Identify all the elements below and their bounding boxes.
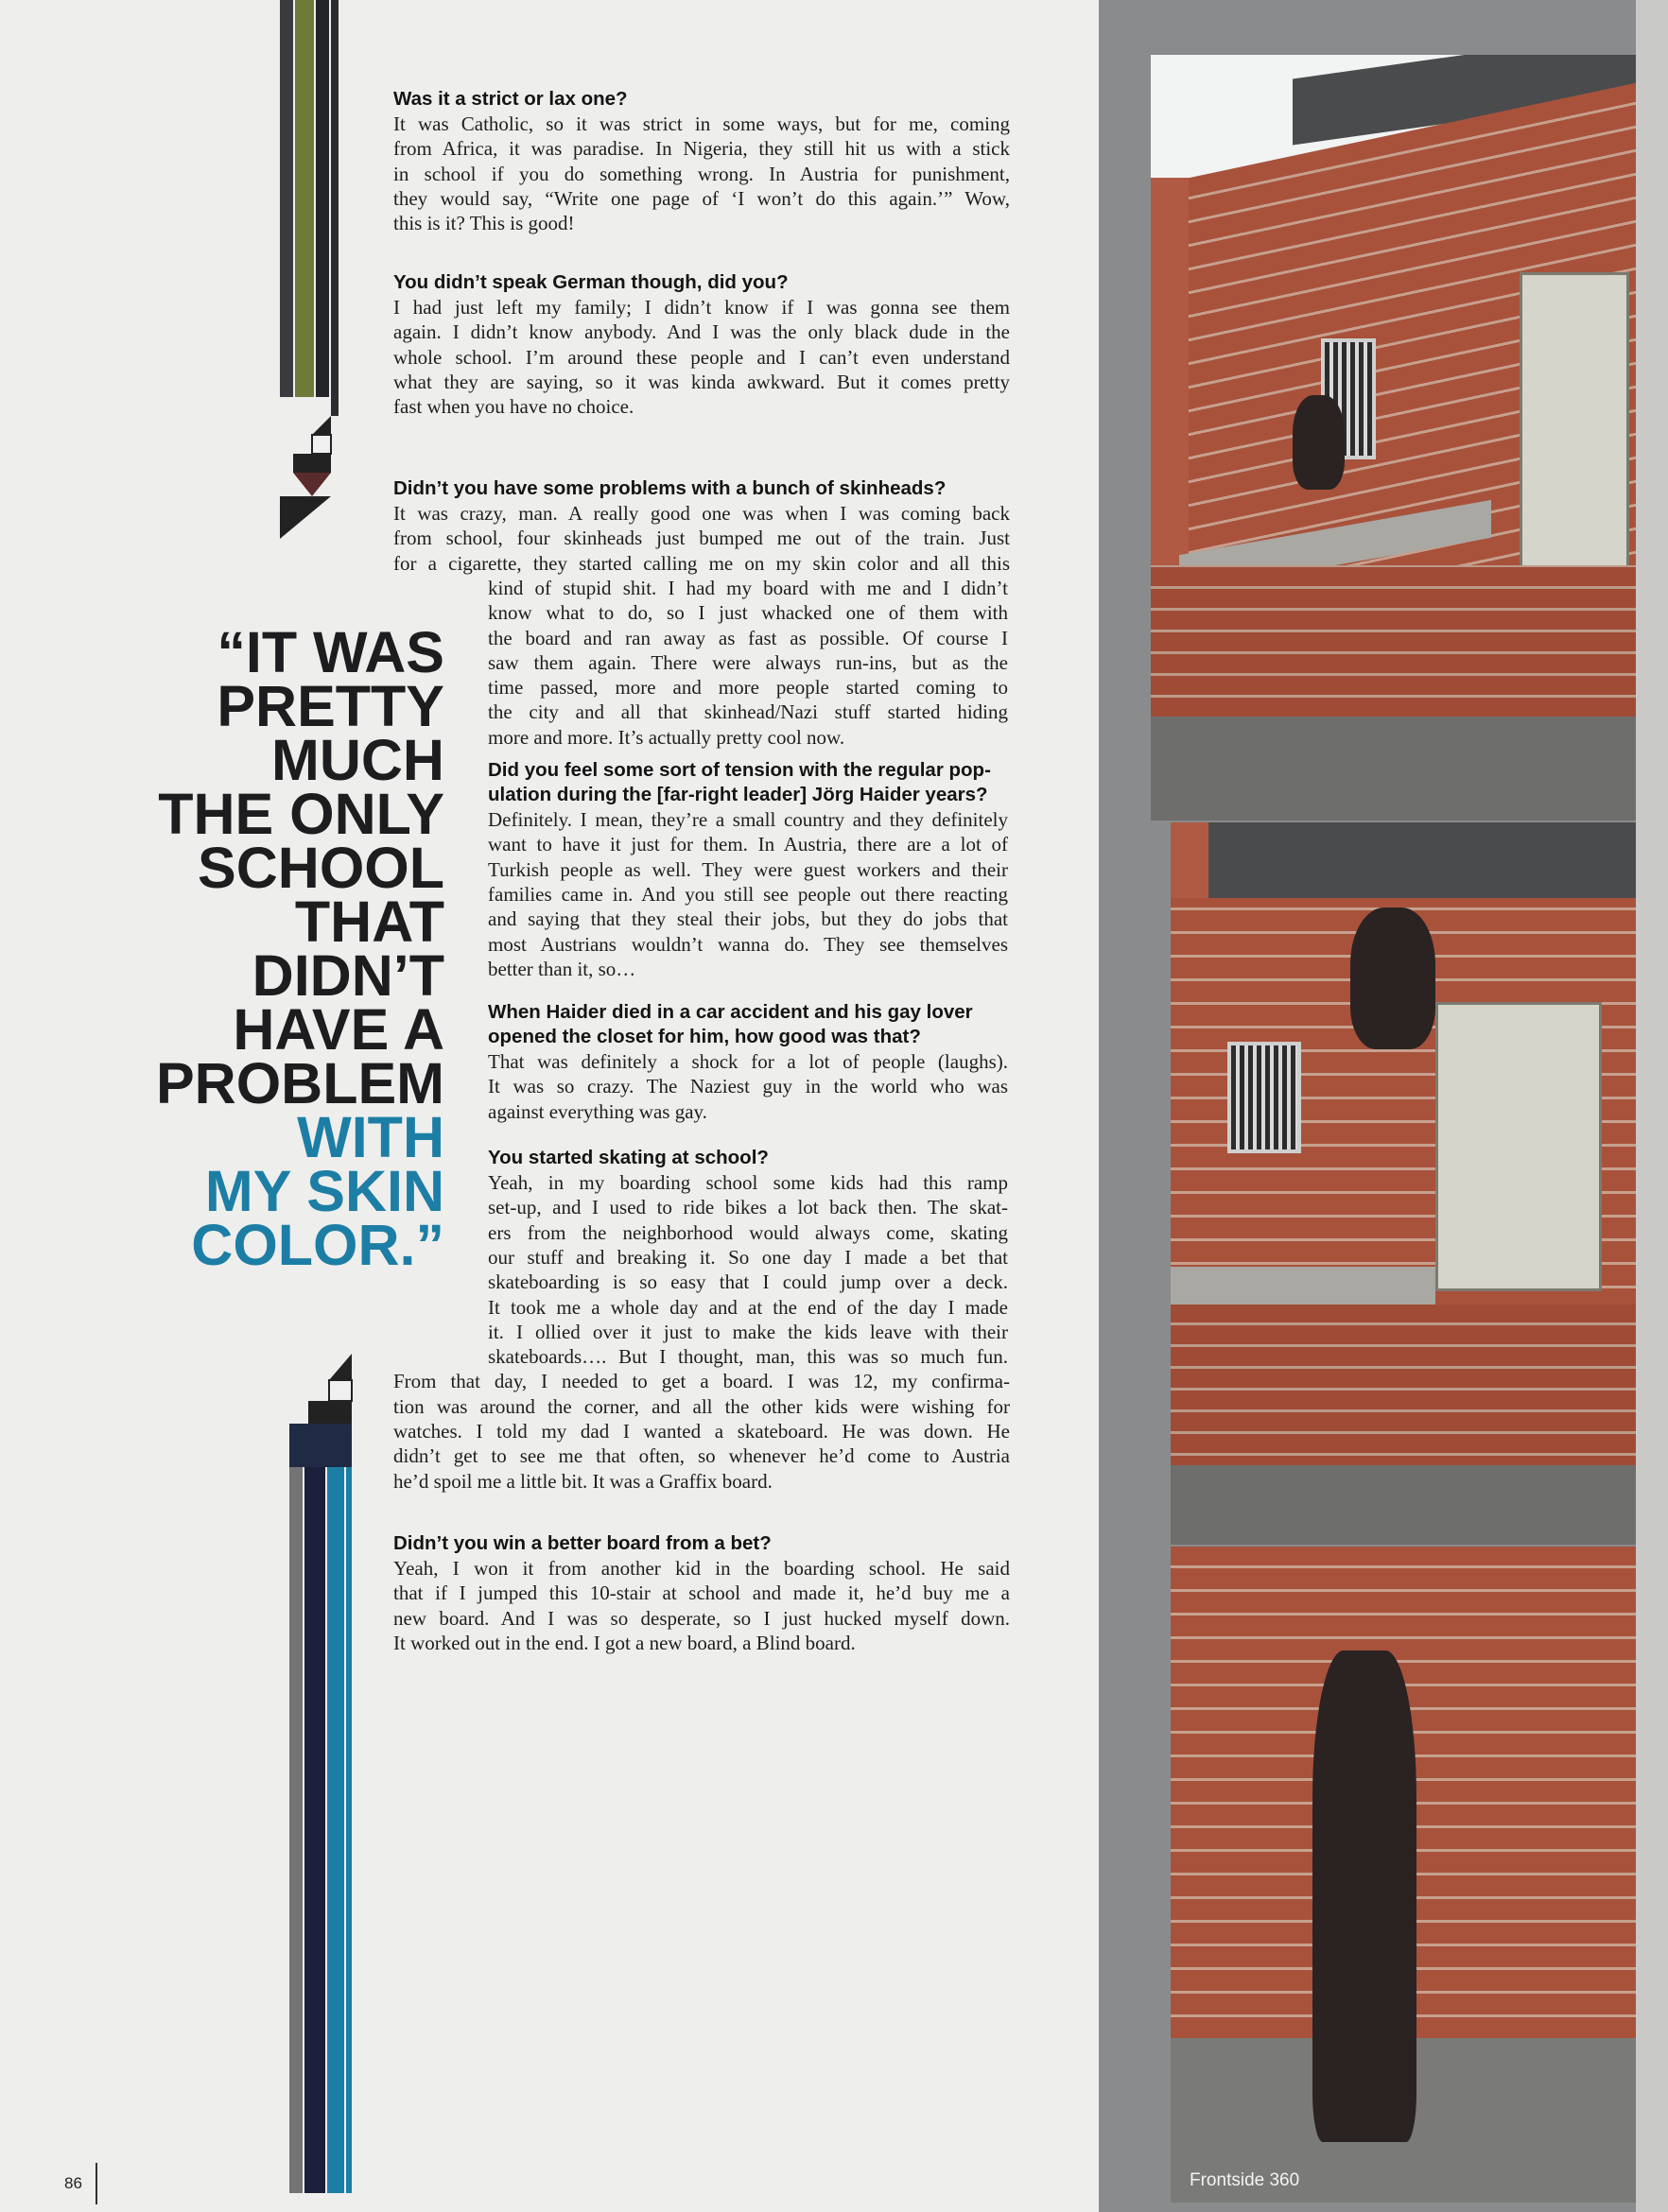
interview-answer <box>393 526 1010 550</box>
interview-answer <box>488 1270 1008 1294</box>
interview-answer <box>393 295 1010 320</box>
interview-answer <box>488 1320 1008 1344</box>
interview-question: Did you feel some sort of tension with the regular pop- <box>488 759 991 781</box>
interview-answer <box>488 932 1008 957</box>
interview-answer <box>488 857 1008 882</box>
interview-answer <box>488 725 1008 750</box>
pull-quote <box>66 620 444 1277</box>
answer-line: skateboarding is so easy that I could jump over a deck. <box>488 1270 1008 1294</box>
interview-answer <box>488 907 1008 931</box>
answer-line: against everything was gay. <box>488 1099 707 1123</box>
pull-quote-line: MUCH <box>271 728 444 792</box>
interview-question: You didn’t speak German though, did you? <box>393 271 789 293</box>
interview-answer <box>393 112 1010 136</box>
interview-answer <box>488 1220 1008 1245</box>
interview-answer <box>488 576 1008 600</box>
interview-answer <box>393 370 1010 394</box>
answer-line: better than it, so… <box>488 957 636 980</box>
interview-answer <box>393 1469 1010 1494</box>
answer-line: for a cigarette, they started calling me on my skin color and all this <box>393 551 1010 575</box>
interview-answer <box>488 1099 1008 1124</box>
photo-wallride <box>1151 55 1636 821</box>
answer-line: most Austrians wouldn’t wanna do. They see themselves <box>488 932 1008 956</box>
answer-line: whole school. I’m around these people and I can’t even understand <box>393 345 1010 369</box>
interview-answer <box>393 1369 1010 1393</box>
pull-quote-line: “IT WAS <box>217 620 444 684</box>
pull-quote-line: THAT <box>294 890 444 954</box>
answer-line: the city and all that skinhead/Nazi stuff started hiding <box>488 700 1008 724</box>
answer-line: time passed, more and more people started coming to <box>488 676 1008 700</box>
interview-answer <box>488 807 1008 832</box>
answer-line: kind of stupid shit. I had my board with me and I didn’t <box>488 576 1008 599</box>
answer-line: the board and ran away as fast as possible. Of course I <box>488 626 1008 649</box>
answer-line: watches. I told my dad I wanted a skateboard. He was down. He <box>393 1420 1010 1443</box>
answer-line: Definitely. I mean, they’re a small country and they definitely <box>488 808 1008 831</box>
interview-answer <box>393 1394 1010 1419</box>
interview-answer <box>488 626 1008 650</box>
interview-answer <box>488 832 1008 856</box>
answer-line: he’d spoil me a little bit. It was a Graffix board. <box>393 1469 773 1493</box>
photo-frontside-360 <box>1171 1547 1636 2203</box>
interview-answer <box>393 551 1010 576</box>
interview-answer <box>488 650 1008 675</box>
pull-quote-line: HAVE A <box>233 997 444 1062</box>
answer-line: skateboards…. But I thought, man, this was so much fun. <box>488 1345 1008 1369</box>
answer-line: tion was around the corner, and all the other kids were wishing for <box>393 1394 1010 1418</box>
interview-answer <box>393 1631 1010 1655</box>
interview-answer <box>488 1344 1008 1369</box>
pull-quote-line: WITH <box>297 1105 444 1169</box>
answer-line: from Africa, it was paradise. In Nigeria, they still hit us with a stick <box>393 137 1010 161</box>
interview-answer <box>393 345 1010 370</box>
answer-line: want to have it just for them. In Austria, there are a lot of <box>488 833 1008 856</box>
interview-answer <box>393 320 1010 344</box>
interview-answer <box>488 957 1008 981</box>
page-number: 86 <box>64 2174 82 2192</box>
interview-answer <box>488 1295 1008 1320</box>
answer-line: saw them again. There were always run-ins, but as the <box>488 650 1008 674</box>
answer-line: this is it? This is good! <box>393 212 575 235</box>
answer-line: know what to do, so I just whacked one of them with <box>488 601 1008 625</box>
interview-question: Didn’t you win a better board from a bet? <box>393 1532 772 1554</box>
photo-ollie <box>1171 822 1636 1545</box>
answer-line: what they are saying, so it was kinda awkward. But it comes pretty <box>393 370 1010 393</box>
answer-line: It was so crazy. The Naziest guy in the world who was <box>488 1075 1008 1098</box>
interview-answer <box>393 1581 1010 1605</box>
interview-answer <box>393 1606 1010 1631</box>
answer-line: more and more. It’s actually pretty cool now. <box>488 725 845 749</box>
answer-line: ers from the neighborhood would always come, skating <box>488 1220 1008 1244</box>
answer-line: fast when you have no choice. <box>393 395 634 419</box>
answer-line: they would say, “Write one page of ‘I won’t do this again.’” Wow, <box>393 186 1010 210</box>
interview-answer <box>393 211 1010 235</box>
answer-line: It took me a whole day and at the end of the day I made <box>488 1295 1008 1319</box>
pull-quote-line: PROBLEM <box>156 1051 444 1115</box>
interview-answer <box>488 1245 1008 1270</box>
interview-answer <box>393 1443 1010 1468</box>
answer-line: That was definitely a shock for a lot of people (laughs). <box>488 1050 1008 1073</box>
interview-answer <box>488 1170 1008 1195</box>
interview-answer <box>393 162 1010 186</box>
answer-line: It was crazy, man. A really good one was when I was coming back <box>393 502 1010 525</box>
interview-answer <box>393 501 1010 526</box>
interview-answer <box>488 600 1008 625</box>
interview-answer <box>488 675 1008 700</box>
answer-line: set-up, and I used to ride bikes a lot back then. The skat- <box>488 1196 1008 1219</box>
pull-quote-line: THE ONLY <box>158 782 444 846</box>
interview-answer <box>488 700 1008 724</box>
interview-question: Was it a strict or lax one? <box>393 88 628 110</box>
answer-line: didn’t get to see me that often, so whenever he’d come to Austria <box>393 1444 1010 1468</box>
pull-quote-line: COLOR.” <box>191 1213 444 1277</box>
photo-caption: Frontside 360 <box>1190 2170 1300 2190</box>
answer-line: Yeah, in my boarding school some kids had this ramp <box>488 1171 1008 1194</box>
answer-line: I had just left my family; I didn’t know if I was gonna see them <box>393 296 1010 319</box>
answer-line: Turkish people as well. They were guest workers and their <box>488 857 1008 881</box>
answer-line: it. I ollied over it just to make the kids leave with their <box>488 1320 1008 1343</box>
interview-answer <box>488 882 1008 907</box>
interview-question: ulation during the [far-right leader] Jörg Haider years? <box>488 784 988 805</box>
interview-question: You started skating at school? <box>488 1147 769 1168</box>
interview-question: opened the closet for him, how good was that? <box>488 1026 921 1047</box>
facing-page-edge <box>1636 0 1668 2212</box>
interview-answer <box>488 1049 1008 1074</box>
interview-answer <box>393 1419 1010 1443</box>
answer-line: in school if you do something wrong. In Austria for punishment, <box>393 162 1010 185</box>
answer-line: It was Catholic, so it was strict in some ways, but for me, coming <box>393 112 1010 135</box>
pull-quote-line: MY SKIN <box>204 1159 444 1223</box>
folio-rule <box>96 2163 97 2204</box>
interview-question: When Haider died in a car accident and his gay lover <box>488 1001 973 1023</box>
answer-line: families came in. And you still see people out there reacting <box>488 882 1008 906</box>
answer-line: From that day, I needed to get a board. I was 12, my confirma- <box>393 1370 1010 1393</box>
pull-quote-line: DIDN’T <box>252 943 444 1008</box>
answer-line: and saying that they steal their jobs, but they do jobs that <box>488 907 1008 931</box>
interview-answer <box>393 1556 1010 1581</box>
pull-quote-line: SCHOOL <box>198 836 444 900</box>
interview-answer <box>393 136 1010 161</box>
answer-line: new board. And I was so desperate, so I just hucked myself down. <box>393 1606 1010 1630</box>
interview-answer <box>488 1195 1008 1219</box>
interview-question: Didn’t you have some problems with a bunch of skinheads? <box>393 477 947 499</box>
answer-line: again. I didn’t know anybody. And I was the only black dude in the <box>393 320 1010 344</box>
answer-line: from school, four skinheads just bumped me out of the train. Just <box>393 527 1010 550</box>
interview-answer <box>393 394 1010 419</box>
answer-line: that if I jumped this 10-stair at school and made it, he’d buy me a <box>393 1581 1010 1605</box>
answer-line: Yeah, I won it from another kid in the boarding school. He said <box>393 1557 1010 1580</box>
answer-line: It worked out in the end. I got a new board, a Blind board. <box>393 1631 856 1654</box>
answer-line: our stuff and breaking it. So one day I made a bet that <box>488 1245 1008 1269</box>
interview-answer <box>488 1074 1008 1098</box>
interview-answer <box>393 186 1010 211</box>
pull-quote-line: PRETTY <box>217 674 444 738</box>
